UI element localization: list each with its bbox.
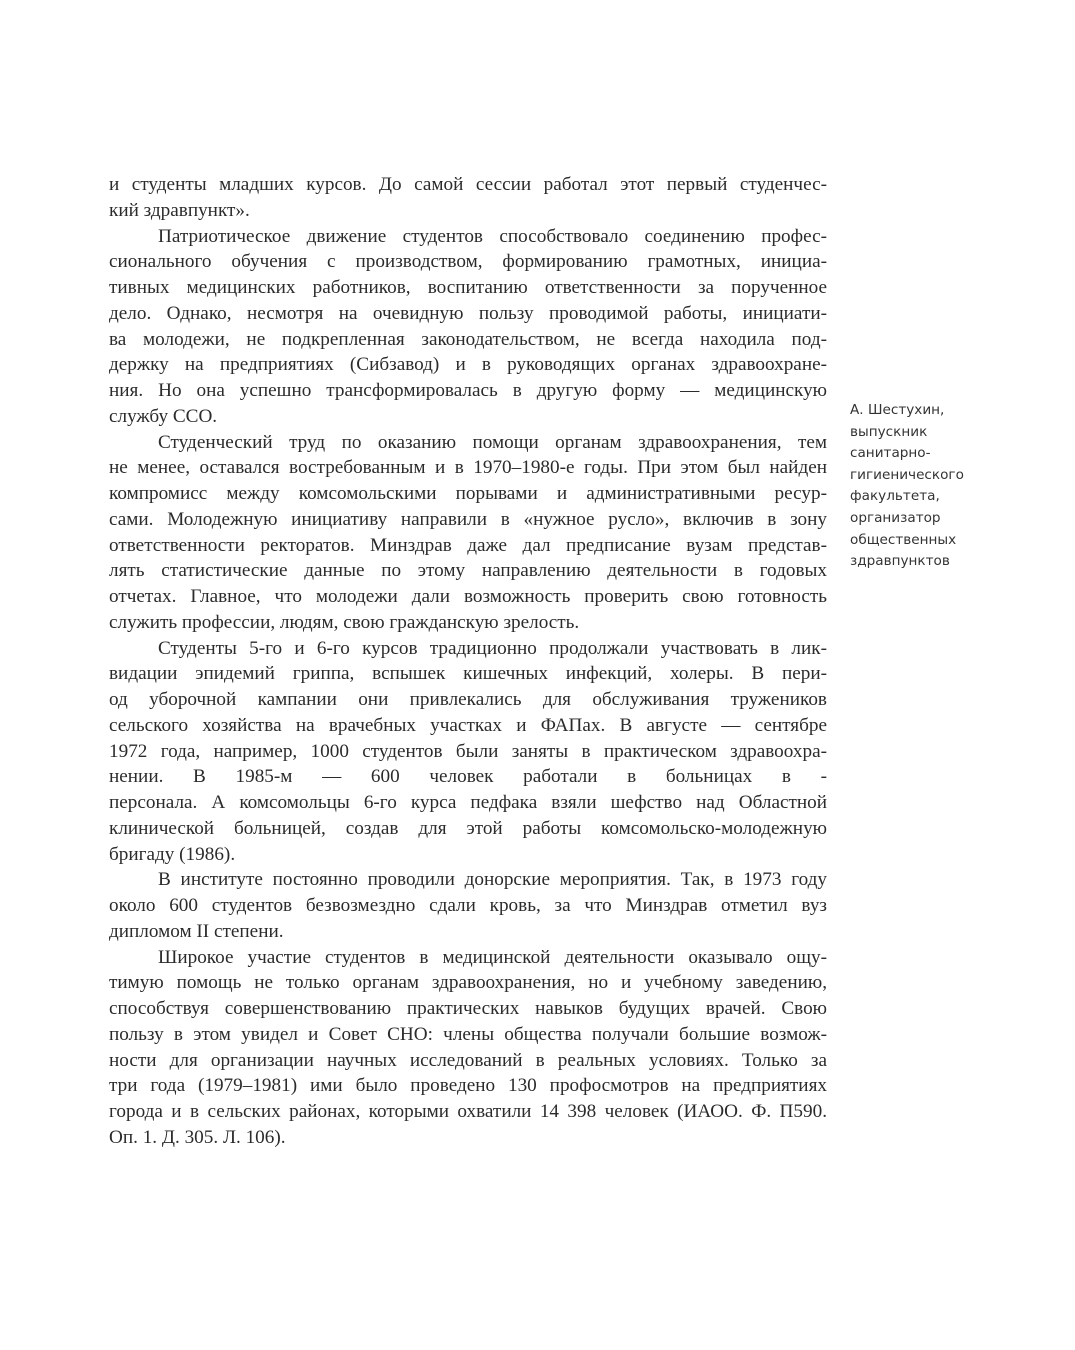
paragraph (109, 224, 827, 430)
paragraph (109, 430, 827, 636)
caption-line: общественных (850, 531, 957, 548)
text-line: од уборочной кампании они привлекались для обслуживания тружеников (109, 689, 827, 710)
text-line: три года (1979–1981) ими было проведено 130 профосмотров на предприятиях (109, 1075, 827, 1097)
text-line: сами. Молодежную инициативу направили в «нужное русло», включив в зону (109, 508, 827, 530)
text-line: компромисс между комсомольскими порывами и административными ресур- (109, 483, 827, 504)
text-line: службу ССО. (109, 405, 218, 427)
text-line: ния. Но она успешно трансформировалась в другую форму — медицинскую (109, 380, 827, 401)
text-line: ответственности ректоратов. Минздрав даже дал предписание вузам представ- (109, 534, 827, 556)
caption-line: организатор (850, 509, 941, 526)
text-line: тимую помощь не только органам здравоохранения, но и учебному заведению, (109, 972, 827, 994)
paragraph (109, 867, 827, 944)
text-line: Широкое участие студентов в медицинской деятельности оказывало ощу- (158, 946, 827, 968)
text-line: лять статистические данные по этому направлению деятельности в годовых (109, 560, 827, 582)
text-line: пользу в этом увидел и Совет СНО: члены общества получали большие возмож- (109, 1023, 827, 1045)
paragraph (109, 636, 827, 868)
text-line: Патриотическое движение студентов способствовало соединению профес- (158, 225, 827, 247)
text-line: 1972 года, например, 1000 студентов были заняты в практическом здравоохра- (109, 740, 827, 762)
caption-line: А. Шестухин, (850, 402, 945, 418)
text-line: держку на предприятиях (Сибзавод) и в руководящих органах здравоохране- (109, 354, 827, 376)
text-line: дело. Однако, несмотря на очевидную пользу проводимой работы, инициати- (109, 302, 827, 324)
paragraph (109, 172, 827, 224)
text-line: сельского хозяйства на врачебных участках и ФАПах. В августе — сентябре (109, 714, 827, 736)
photo-caption (850, 400, 1050, 573)
caption-line: факультета, (850, 488, 940, 505)
text-line: города и в сельских районах, которыми охватили 14 398 человек (ИАОО. Ф. П590. (109, 1101, 827, 1122)
text-line: около 600 студентов безвозмездно сдали кровь, за что Минздрав отметил вуз (109, 895, 827, 916)
caption-line: санитарно- (850, 445, 931, 462)
text-line: нении. В 1985-м — 600 человек работали в больницах в - (109, 766, 827, 788)
text-line: В институте постоянно проводили донорские мероприятия. Так, в 1973 году (158, 869, 827, 891)
text-line: Оп. 1. Д. 305. Л. 106). (109, 1126, 286, 1148)
paragraph (109, 945, 827, 1151)
text-line: ва молодежи, не подкрепленная законодательством, не всегда находила под- (109, 328, 827, 350)
text-line: отчетах. Главное, что молодежи дали возможность проверить свою готовность (109, 586, 827, 607)
body-text (109, 172, 827, 1151)
text-line: персонала. А комсомольцы 6-го курса педфака взяли шефство над Областной (109, 792, 827, 813)
caption-line: гигиенического (850, 466, 964, 483)
text-line: ности для организации научных исследований в реальных условиях. Только за (109, 1049, 827, 1071)
text-line: Студенты 5-го и 6-го курсов традиционно продолжали участвовать в лик- (158, 637, 827, 659)
text-line: видации эпидемий гриппа, вспышек кишечных инфекций, холеры. В пери- (109, 663, 827, 685)
text-line: бригаду (1986). (109, 843, 236, 865)
text-line: не менее, оставался востребованным и в 1970–1980-е годы. При этом был найден (109, 457, 827, 479)
text-line: сионального обучения с производством, формированию грамотных, инициа- (109, 251, 827, 273)
text-line: кий здравпункт». (109, 199, 250, 221)
caption-line: здравпунктов (850, 553, 950, 570)
text-line: и студенты младших курсов. До самой сессии работал этот первый студенчес- (109, 174, 827, 195)
text-line: дипломом II степени. (109, 920, 284, 942)
text-line: служить профессии, людям, свою гражданскую зрелость. (109, 611, 580, 633)
text-line: клинической больницей, создав для этой работы комсомольско-молодежную (109, 817, 827, 839)
text-line: тивных медицинских работников, воспитанию ответственности за порученное (109, 277, 827, 298)
text-line: Студенческий труд по оказанию помощи органам здравоохранения, тем (158, 431, 827, 453)
caption-line: выпускник (850, 423, 928, 440)
text-line: способствуя совершенствованию практических навыков будущих врачей. Свою (109, 998, 827, 1019)
